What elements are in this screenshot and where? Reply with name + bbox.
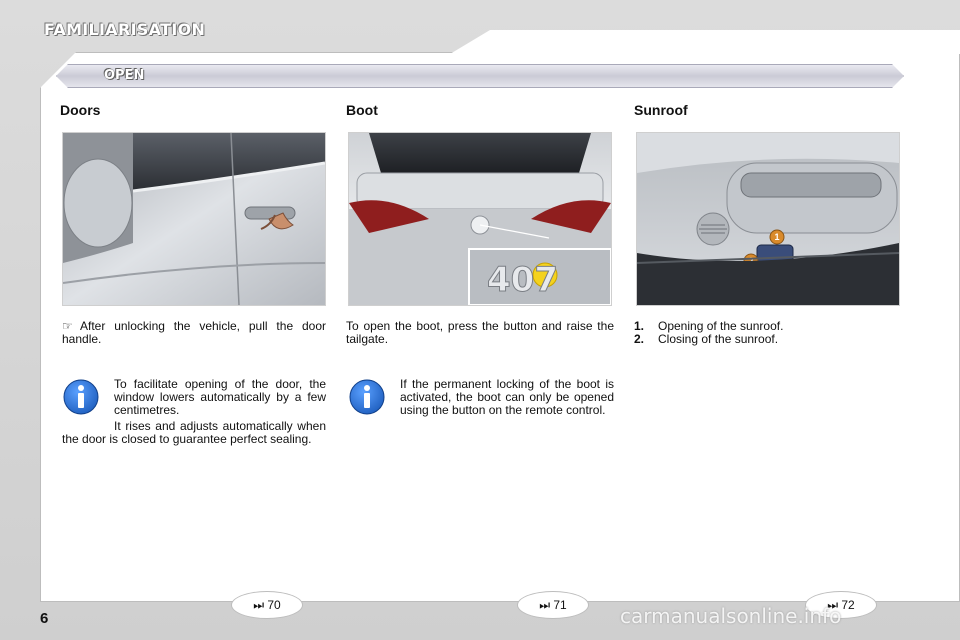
- page-ref-boot[interactable]: ⏭ 71: [518, 592, 588, 618]
- section-title: OPEN: [104, 68, 145, 83]
- sunroof-item-number: 2.: [634, 332, 645, 346]
- sunroof-title: Sunroof: [634, 102, 688, 118]
- boot-info: If the permanent locking of the boot is activated, the boot can only be opened using the button on the remote control.: [400, 377, 614, 417]
- doors-title: Doors: [60, 102, 101, 118]
- doors-instruction-text: After unlocking the vehicle, pull the door handle.: [62, 319, 326, 346]
- boot-instruction: To open the boot, press the button and raise the tailgate.: [346, 319, 614, 346]
- section-band: [56, 64, 904, 88]
- sunroof-item-text: Closing of the sunroof.: [658, 332, 779, 346]
- sunroof-list-item: [634, 333, 904, 346]
- sunroof-list: [634, 320, 904, 346]
- page-number: 6: [40, 610, 49, 627]
- chapter-title: FAMILIARISATION: [44, 20, 206, 39]
- info-icon: [62, 378, 100, 416]
- boot-title: Boot: [346, 102, 378, 118]
- sunroof-item-text: Opening of the sunroof.: [658, 319, 784, 333]
- watermark: carmanualsonline.info: [620, 604, 842, 628]
- doors-instruction: [62, 320, 326, 346]
- finger-pointer-icon: ☞: [62, 319, 73, 333]
- sunroof-photo: [636, 132, 900, 306]
- page-ref-doors[interactable]: ⏭ 70: [232, 592, 302, 618]
- doors-photo: [62, 132, 326, 306]
- boot-photo: [348, 132, 612, 306]
- boot-badge-text: 407: [487, 260, 558, 300]
- doors-info-p1: To facilitate opening of the door, the window lowers automatically by a few centimetres.: [114, 377, 326, 417]
- sunroof-item-number: 1.: [634, 319, 645, 333]
- panel-tab: [450, 30, 960, 54]
- sunroof-callout-1: 1: [774, 232, 780, 242]
- page-ref-sunroof[interactable]: ⏭ 72: [806, 592, 876, 618]
- doors-info-p2: It rises and adjusts automatically when the door is closed to guarantee perfect sealing.: [62, 419, 326, 446]
- info-icon: [348, 378, 386, 416]
